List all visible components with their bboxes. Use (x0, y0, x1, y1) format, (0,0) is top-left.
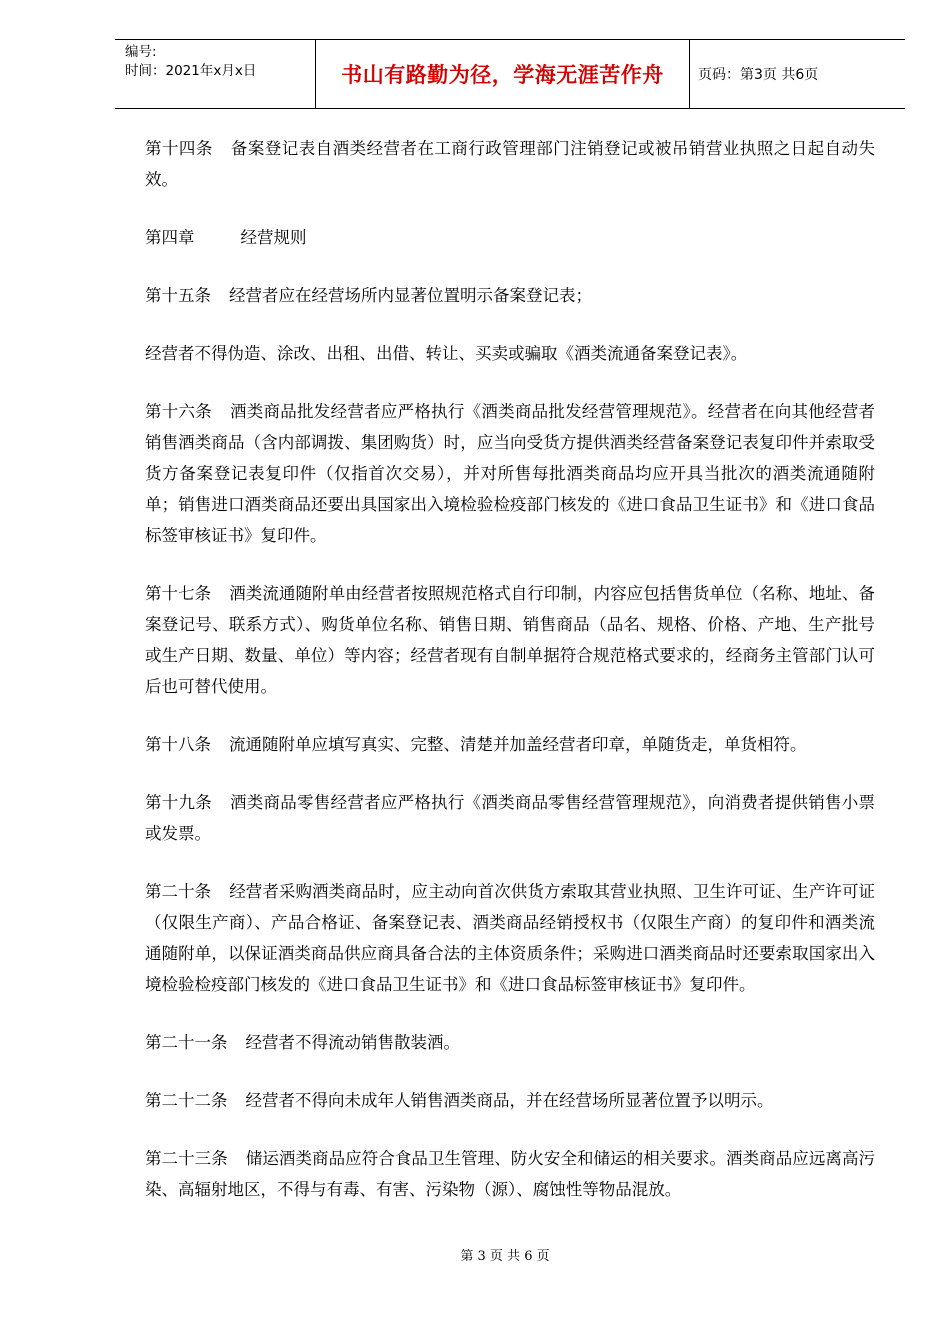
article-number: 第十九条 (145, 793, 213, 812)
article-text: 经营者不得流动销售散装酒。 (245, 1033, 460, 1052)
article-paragraph (145, 729, 875, 760)
article-text: 酒类商品零售经营者应严格执行《酒类商品零售经营管理规范》，向消费者提供销售小票或发票。 (145, 793, 876, 843)
article-number: 第十七条 (145, 584, 212, 603)
article-number: 第十八条 (145, 735, 211, 754)
article-text: 经营者采购酒类商品时，应主动向首次供货方索取其营业执照、卫生许可证、生产许可证（仅限生产商）、产品合格证、备案登记表、酒类商品经销授权书（仅限生产商）的复印件和酒类流通随附单，以保证酒类商品供应商具备合法的主体资质条件；采购进口酒类商品时还要索取国家出入境检验检疫部门核发的《进口食品卫生证书》和《进口食品标签审核证书》复印件。 (145, 882, 876, 994)
header-motto-cell (316, 40, 690, 108)
chapter-title: 经营规则 (240, 228, 307, 247)
article-number: 第二十三条 (145, 1149, 228, 1168)
article-paragraph (145, 1143, 875, 1205)
page-footer (0, 1245, 950, 1264)
article-paragraph (145, 578, 875, 702)
article-paragraph (145, 1027, 875, 1058)
article-number: 第十五条 (145, 286, 211, 305)
motto-text: 书山有路勤为径，学海无涯苦作舟 (341, 63, 664, 87)
time-label: 时间：2021年x月x日 (125, 63, 257, 79)
chapter-heading (145, 222, 875, 253)
serial-label: 编号: (125, 44, 157, 60)
header-page-label: 页码：第3页 共6页 (698, 67, 819, 83)
document-header (115, 39, 905, 109)
article-text: 酒类流通随附单由经营者按照规范格式自行印制，内容应包括售货单位（名称、地址、备案登记号、联系方式）、购货单位名称、销售日期、销售商品（品名、规格、价格、产地、生产批号或生产日期、数量、单位）等内容；经营者现有自制单据符合规范格式要求的，经商务主管部门认可后也可替代使用。 (145, 584, 876, 696)
article-text: 酒类商品批发经营者应严格执行《酒类商品批发经营管理规范》。经营者在向其他经营者销售酒类商品（含内部调拨、集团购货）时，应当向受货方提供酒类经营备案登记表复印件并索取受货方备案登记表复印件（仅指首次交易），并对所售每批酒类商品均应开具当批次的酒类流通随附单；销售进口酒类商品还要出具国家出入境检验检疫部门核发的《进口食品卫生证书》和《进口食品标签审核证书》复印件。 (145, 402, 876, 545)
article-paragraph (145, 338, 875, 369)
article-paragraph (145, 396, 875, 551)
header-page-cell (690, 40, 905, 108)
article-paragraph (145, 133, 875, 195)
article-text: 流通随附单应填写真实、完整、清楚并加盖经营者印章，单随货走，单货相符。 (229, 735, 807, 754)
article-text: 储运酒类商品应符合食品卫生管理、防火安全和储运的相关要求。酒类商品应远离高污染、高辐射地区，不得与有毒、有害、污染物（源）、腐蚀性等物品混放。 (145, 1149, 876, 1199)
article-text: 经营者应在经营场所内显著位置明示备案登记表； (229, 286, 592, 305)
footer-page-number: 第 3 页 共 6 页 (460, 1249, 550, 1264)
article-number: 第十六条 (145, 402, 213, 421)
chapter-number: 第四章 (145, 228, 195, 247)
article-paragraph (145, 1085, 875, 1116)
article-paragraph (145, 876, 875, 1000)
article-number: 第二十一条 (145, 1033, 228, 1052)
article-number: 第十四条 (145, 139, 213, 158)
document-body (145, 133, 875, 1232)
article-number: 第二十条 (145, 882, 212, 901)
article-text: 经营者不得伪造、涂改、出租、出借、转让、买卖或骗取《酒类流通备案登记表》。 (145, 344, 748, 363)
article-paragraph (145, 280, 875, 311)
article-paragraph (145, 787, 875, 849)
header-meta-cell (115, 40, 316, 108)
article-number: 第二十二条 (145, 1091, 228, 1110)
article-text: 备案登记表自酒类经营者在工商行政管理部门注销登记或被吊销营业执照之日起自动失效。 (145, 139, 876, 189)
article-text: 经营者不得向未成年人销售酒类商品，并在经营场所显著位置予以明示。 (245, 1091, 774, 1110)
